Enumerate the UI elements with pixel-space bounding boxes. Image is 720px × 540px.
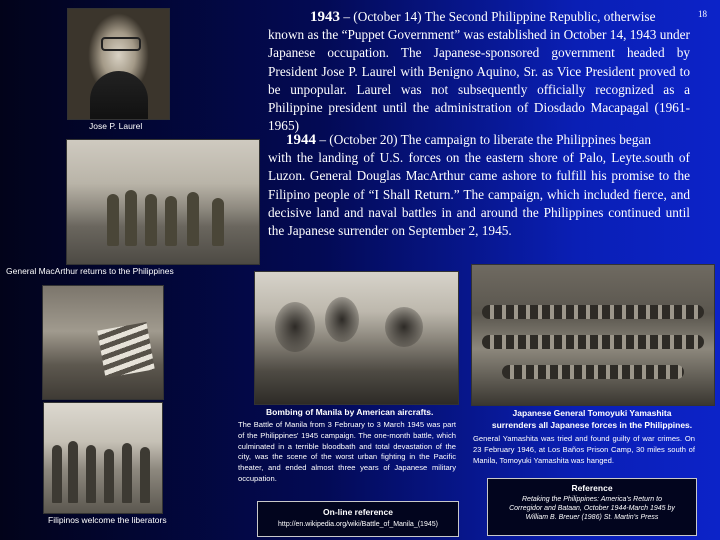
laurel-caption: Jose P. Laurel bbox=[89, 121, 143, 131]
yamashita-ref-line-2: Corregidor and Bataan, October 1944-March 1945 by bbox=[509, 505, 675, 512]
yamashita-title-2: surrenders all Japanese forces in the Philippines. bbox=[491, 420, 693, 430]
year-1943: 1943 bbox=[310, 9, 340, 25]
yamashita-ref-line-1: Retaking the Philippines: America's Return to bbox=[522, 496, 662, 503]
manila-title: Bombing of Manila by American aircrafts. bbox=[266, 407, 434, 417]
manila-reference-box bbox=[257, 501, 459, 537]
manila-bombing-photo bbox=[254, 271, 459, 405]
entry-1943-line-1: – (October 14) The Second Philippine Republic, otherwise bbox=[340, 9, 656, 24]
entry-1943 bbox=[268, 8, 690, 135]
manila-ref-url[interactable]: http://en.wikipedia.org/wiki/Battle_of_Manila_(1945) bbox=[278, 521, 438, 528]
manila-text: The Battle of Manila from 3 February to 3 March 1945 was part of the Philippines' 1945 campaign. The one-month battle, which culminated in a terrible bloodbath and total devastation of the city, was the scene of the worst urban fighting in the Pacific theater, and ended almost three years of Japanese military occupation. bbox=[238, 420, 456, 483]
manila-ref-title: On-line reference bbox=[323, 507, 393, 517]
liberators-photo bbox=[43, 402, 163, 514]
yamashita-ref-title: Reference bbox=[571, 483, 613, 493]
entry-1943-text: known as the “Puppet Government” was established in October 14, 1943 under Japanese occupation. The Japanese-sponsored government headed by President Jose P. Laurel with Benigno Aquino, Sr. as Vice President proved to be unpopular. Laurel was not subsequently officially recognized as a Philippine president until the administration of Diosdado Macapagal (1961-1965) bbox=[268, 27, 690, 134]
entry-1944 bbox=[268, 131, 690, 240]
macarthur-caption: General MacArthur returns to the Philippines bbox=[6, 266, 174, 276]
yamashita-ref-line-3: William B. Breuer (1986) St. Martin's Press bbox=[525, 514, 659, 521]
yamashita-reference-box bbox=[487, 478, 697, 536]
filipinos-welcome-photo bbox=[42, 285, 164, 400]
yamashita-surrender-photo bbox=[471, 264, 715, 406]
entry-1944-line-1: – (October 20) The campaign to liberate the Philippines began bbox=[316, 132, 652, 147]
page-number: 18 bbox=[698, 9, 707, 19]
macarthur-landing-photo bbox=[66, 139, 260, 265]
entry-1944-text: with the landing of U.S. forces on the eastern shore of Palo, Leyte.south of Luzon. General Douglas MacArthur came ashore to fulfill his promise to the Filipino people of “I Shall Return.” The campaign, which included fierce, and decisive land and naval battles in and around the Philippines continued until the Japanese surrender on September 2, 1945. bbox=[268, 150, 690, 239]
laurel-portrait bbox=[67, 8, 170, 120]
welcome-caption: Filipinos welcome the liberators bbox=[48, 515, 167, 525]
yamashita-title-1: Japanese General Tomoyuki Yamashita bbox=[512, 408, 672, 418]
year-1944: 1944 bbox=[286, 132, 316, 148]
yamashita-text: General Yamashita was tried and found guilty of war crimes. On 23 February 1946, at Los Baños Prison Camp, 30 miles south of Manila, Tomoyuki Yamashita was hanged. bbox=[473, 434, 695, 465]
